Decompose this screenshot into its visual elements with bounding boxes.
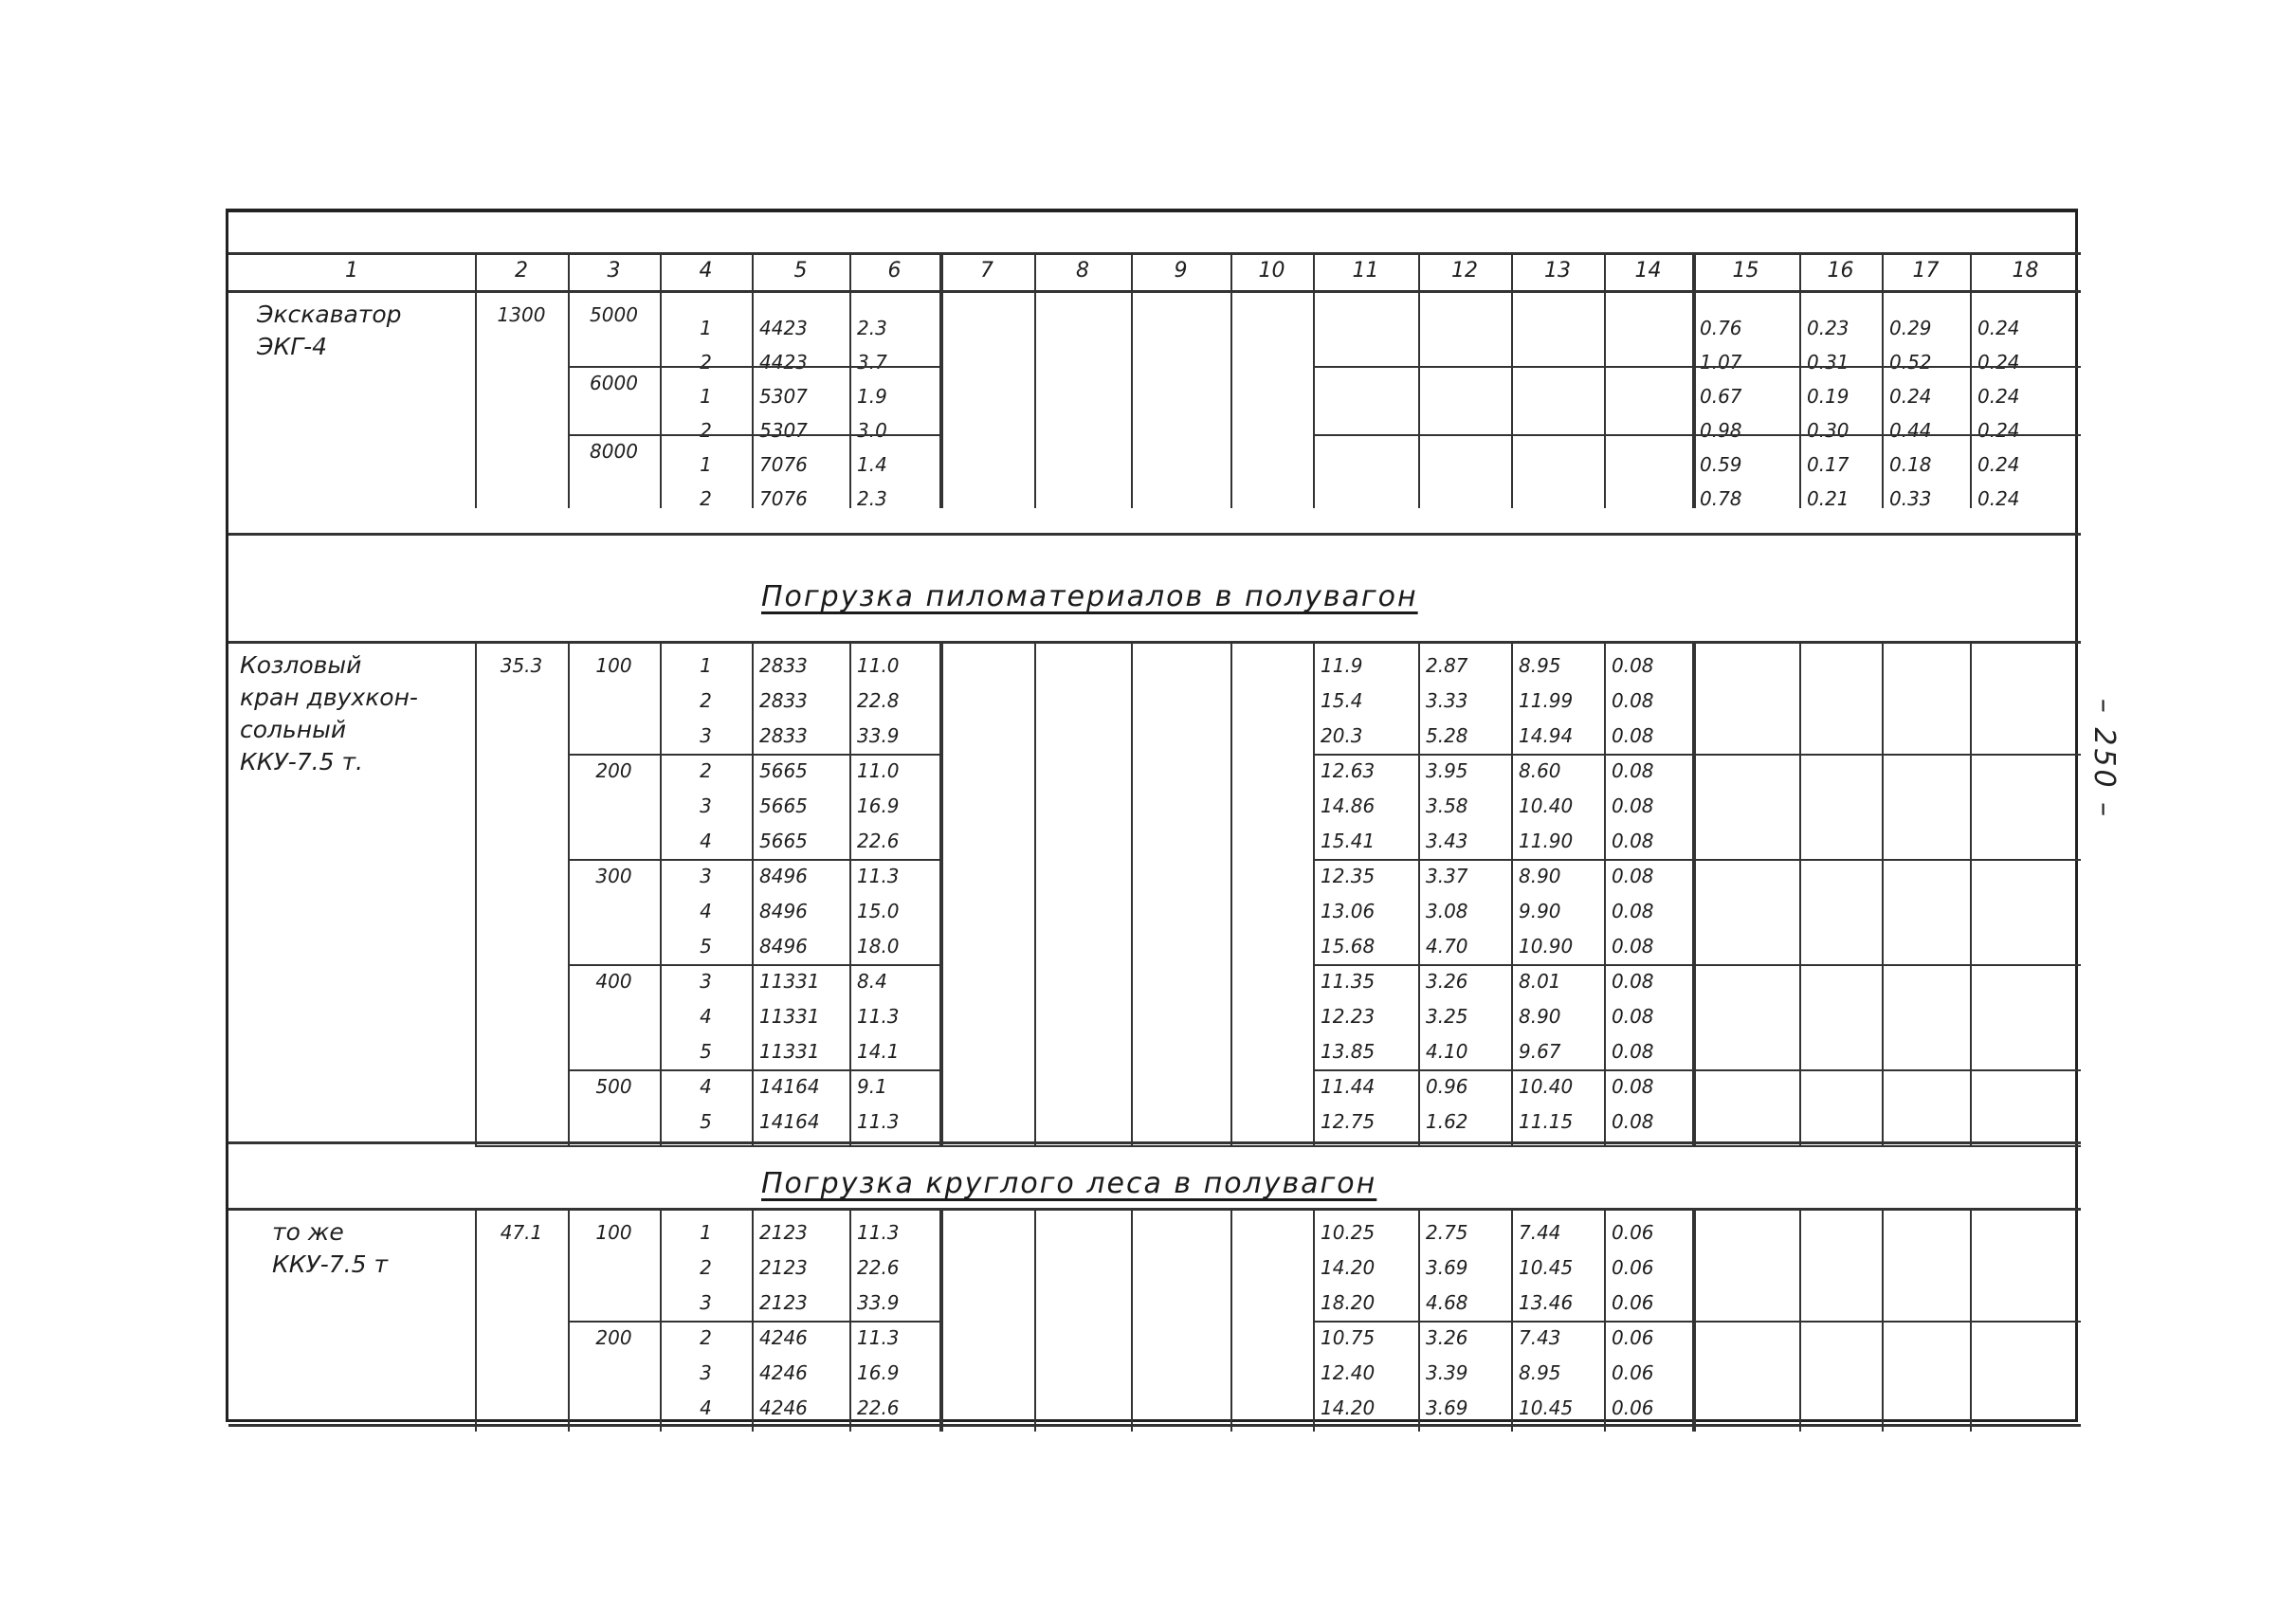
machine-name-line: Козловый (240, 651, 362, 679)
distance-value: 100 (595, 654, 632, 677)
cell-col-5: 5665 (759, 794, 808, 817)
cell-col-14: 0.08 (1612, 935, 1654, 958)
column-header-9: 9 (1174, 259, 1188, 283)
cell-col-5: 2123 (759, 1291, 808, 1314)
group-divider (568, 754, 939, 756)
distance-value: 5000 (590, 303, 638, 326)
cell-col-11: 11.35 (1321, 970, 1376, 993)
cell-col-13: 10.45 (1519, 1256, 1574, 1279)
cell-col-12: 3.58 (1426, 794, 1468, 817)
column-header-14: 14 (1634, 259, 1662, 283)
cell-col-4: 2 (700, 351, 712, 374)
cell-col-4: 1 (700, 317, 712, 339)
cell-col-15: 0.76 (1700, 317, 1742, 339)
distance-value: 100 (595, 1221, 632, 1244)
group-divider (1313, 859, 2081, 861)
cell-col-4: 2 (700, 487, 712, 510)
cell-col-6: 11.0 (857, 759, 900, 782)
cell-col-4: 2 (700, 419, 712, 442)
cell-col-4: 1 (700, 453, 712, 476)
cell-col-16: 0.21 (1807, 487, 1850, 510)
machine-name-line: ККУ-7.5 т. (240, 748, 363, 776)
cell-col-6: 8.4 (857, 970, 887, 993)
cell-col-11: 15.4 (1321, 689, 1363, 712)
col-divider (1692, 290, 1696, 508)
cell-col-13: 10.40 (1519, 1075, 1574, 1098)
cell-col-6: 16.9 (857, 1361, 900, 1384)
cell-col-15: 0.67 (1700, 385, 1742, 408)
col-divider (1511, 1208, 1513, 1432)
cell-col-5: 14164 (759, 1110, 820, 1133)
cell-col-5: 11331 (759, 1005, 820, 1028)
cell-col-12: 4.68 (1426, 1291, 1468, 1314)
group-divider (1313, 366, 2081, 368)
group-divider (568, 964, 939, 966)
cell-col-4: 4 (700, 900, 712, 922)
section-title: Погрузка пиломатериалов в полувагон (761, 580, 1418, 613)
col-divider (849, 290, 851, 508)
cell-col-14: 0.08 (1612, 794, 1654, 817)
cell-col-5: 5665 (759, 759, 808, 782)
cell-col-5: 7076 (759, 453, 808, 476)
cell-col-11: 15.68 (1321, 935, 1376, 958)
cell-col-6: 16.9 (857, 794, 900, 817)
cell-col-12: 4.10 (1426, 1040, 1468, 1063)
column-header-15: 15 (1732, 259, 1759, 283)
cell-col-15: 0.59 (1700, 453, 1742, 476)
column-header-16: 16 (1827, 259, 1854, 283)
section-bottom-rule (475, 1145, 2081, 1147)
cell-col-12: 3.26 (1426, 970, 1468, 993)
column-header-18: 18 (2012, 259, 2039, 283)
cell-col-13: 10.40 (1519, 794, 1574, 817)
cell-col-12: 3.43 (1426, 830, 1468, 852)
col-divider (1970, 1208, 1972, 1432)
cell-col-4: 4 (700, 830, 712, 852)
cell-col-12: 3.25 (1426, 1005, 1468, 1028)
machine-name-line: ККУ-7.5 т (272, 1250, 389, 1278)
cell-col-12: 0.96 (1426, 1075, 1468, 1098)
cell-col-4: 5 (700, 1040, 712, 1063)
column-header-5: 5 (793, 259, 808, 283)
col-divider (1418, 1208, 1420, 1432)
group-divider (568, 434, 939, 436)
cell-col-18: 0.24 (1977, 385, 2020, 408)
cell-col-11: 14.20 (1321, 1256, 1376, 1279)
cell-col-5: 4246 (759, 1361, 808, 1384)
section-divider (228, 641, 2081, 644)
col-divider (1230, 641, 1232, 1145)
cell-col-13: 9.67 (1519, 1040, 1561, 1063)
cell-col-4: 3 (700, 1361, 712, 1384)
cell-col-14: 0.08 (1612, 1075, 1654, 1098)
cell-col-12: 3.26 (1426, 1326, 1468, 1349)
distance-value: 8000 (590, 440, 638, 463)
cell-col-6: 33.9 (857, 724, 900, 747)
col-divider (1882, 1208, 1884, 1432)
cell-col-16: 0.31 (1807, 351, 1850, 374)
col-divider (475, 641, 477, 1145)
col-divider (1131, 1208, 1133, 1432)
col-divider (1604, 290, 1606, 508)
cell-col-5: 4423 (759, 317, 808, 339)
cell-col-13: 13.46 (1519, 1291, 1574, 1314)
machine-name-line: то же (272, 1218, 344, 1246)
col-divider (1034, 1208, 1036, 1432)
distance-value: 6000 (590, 372, 638, 394)
col-divider (939, 1208, 943, 1432)
cell-col-18: 0.24 (1977, 487, 2020, 510)
cell-col-14: 0.06 (1612, 1256, 1654, 1279)
cell-col-14: 0.06 (1612, 1326, 1654, 1349)
group-divider (1313, 754, 2081, 756)
cell-col-12: 2.75 (1426, 1221, 1468, 1244)
cell-col-6: 14.1 (857, 1040, 900, 1063)
cell-col-15: 0.78 (1700, 487, 1742, 510)
cell-col-4: 3 (700, 865, 712, 887)
cell-col-4: 2 (700, 689, 712, 712)
cell-col-13: 7.43 (1519, 1326, 1561, 1349)
cell-col-12: 3.37 (1426, 865, 1468, 887)
distance-value: 300 (595, 865, 632, 887)
cell-col-5: 2123 (759, 1221, 808, 1244)
distance-value: 200 (595, 759, 632, 782)
machine-name-line: сольный (240, 716, 347, 743)
cell-col-13: 8.95 (1519, 654, 1561, 677)
cell-col-13: 8.01 (1519, 970, 1561, 993)
cell-col-14: 0.08 (1612, 654, 1654, 677)
header-bottom-rule (228, 290, 2081, 293)
cell-col-12: 1.62 (1426, 1110, 1468, 1133)
cell-col-4: 4 (700, 1075, 712, 1098)
cell-col-14: 0.08 (1612, 1040, 1654, 1063)
cell-col-11: 15.41 (1321, 830, 1376, 852)
column-header-10: 10 (1258, 259, 1285, 283)
cell-col-11: 12.40 (1321, 1361, 1376, 1384)
col-divider (1313, 290, 1315, 508)
cell-col-6: 18.0 (857, 935, 900, 958)
cell-col-5: 7076 (759, 487, 808, 510)
column-header-8: 8 (1076, 259, 1089, 283)
cell-col-13: 10.90 (1519, 935, 1574, 958)
cell-col-11: 14.86 (1321, 794, 1376, 817)
cell-col-5: 2833 (759, 689, 808, 712)
col-divider (939, 290, 943, 508)
cell-col-14: 0.08 (1612, 689, 1654, 712)
cell-col-5: 8496 (759, 865, 808, 887)
cell-col-13: 7.44 (1519, 1221, 1561, 1244)
cell-col-5: 2123 (759, 1256, 808, 1279)
cell-col-5: 8496 (759, 935, 808, 958)
column-header-3: 3 (607, 259, 621, 283)
cell-col-17: 0.33 (1889, 487, 1932, 510)
cell-col-16: 0.19 (1807, 385, 1850, 408)
cell-col-14: 0.08 (1612, 865, 1654, 887)
cell-col-4: 2 (700, 1256, 712, 1279)
cell-col-11: 12.23 (1321, 1005, 1376, 1028)
cell-col-4: 1 (700, 385, 712, 408)
cell-col-17: 0.44 (1889, 419, 1932, 442)
cell-col-16: 0.17 (1807, 453, 1850, 476)
cell-col-14: 0.08 (1612, 759, 1654, 782)
cell-col-4: 3 (700, 794, 712, 817)
col-divider (1692, 1208, 1696, 1432)
group-divider (568, 1069, 939, 1071)
cell-col-16: 0.30 (1807, 419, 1850, 442)
cell-col-6: 2.3 (857, 317, 887, 339)
column-header-11: 11 (1352, 259, 1379, 283)
cell-col-6: 11.3 (857, 1221, 900, 1244)
cell-col-4: 4 (700, 1005, 712, 1028)
cell-col-11: 13.85 (1321, 1040, 1376, 1063)
cell-col-11: 12.63 (1321, 759, 1376, 782)
cell-col-13: 8.90 (1519, 1005, 1561, 1028)
cell-col-11: 14.20 (1321, 1396, 1376, 1419)
cell-col-12: 3.33 (1426, 689, 1468, 712)
cell-col-15: 1.07 (1700, 351, 1742, 374)
cell-col-6: 11.3 (857, 865, 900, 887)
cell-col-12: 3.69 (1426, 1256, 1468, 1279)
cell-col-5: 2833 (759, 654, 808, 677)
cell-col-14: 0.06 (1612, 1291, 1654, 1314)
cell-col-12: 3.95 (1426, 759, 1468, 782)
col-divider (475, 1208, 477, 1432)
machine-name-line: кран двухкон- (240, 684, 418, 711)
col-divider (1799, 290, 1801, 508)
cell-col-5: 14164 (759, 1075, 820, 1098)
cell-col-13: 11.15 (1519, 1110, 1574, 1133)
cell-col-13: 11.90 (1519, 830, 1574, 852)
cell-col-6: 3.7 (857, 351, 887, 374)
cell-col-6: 11.0 (857, 654, 900, 677)
col-divider (1511, 290, 1513, 508)
cell-col-11: 10.25 (1321, 1221, 1376, 1244)
cell-col-6: 22.6 (857, 1396, 900, 1419)
column-header-7: 7 (980, 259, 993, 283)
capacity-value: 1300 (497, 303, 546, 326)
cell-col-14: 0.08 (1612, 830, 1654, 852)
cell-col-4: 5 (700, 1110, 712, 1133)
col-divider (752, 1208, 754, 1432)
column-header-6: 6 (887, 259, 902, 283)
cell-col-18: 0.24 (1977, 419, 2020, 442)
cell-col-6: 11.3 (857, 1326, 900, 1349)
col-divider (1882, 290, 1884, 508)
machine-name-line: Экскаватор (257, 301, 402, 328)
col-divider (1604, 1208, 1606, 1432)
cell-col-4: 3 (700, 1291, 712, 1314)
group-divider (1313, 434, 2081, 436)
col-divider (1131, 290, 1133, 508)
cell-col-4: 3 (700, 724, 712, 747)
col-divider (1970, 290, 1972, 508)
cell-col-14: 0.08 (1612, 1110, 1654, 1133)
cell-col-11: 12.75 (1321, 1110, 1376, 1133)
cell-col-6: 22.6 (857, 830, 900, 852)
cell-col-6: 11.3 (857, 1110, 900, 1133)
cell-col-4: 4 (700, 1396, 712, 1419)
cell-col-11: 18.20 (1321, 1291, 1376, 1314)
col-divider (1230, 290, 1232, 508)
cell-col-6: 15.0 (857, 900, 900, 922)
group-divider (1313, 1321, 2081, 1323)
cell-col-11: 20.3 (1321, 724, 1363, 747)
cell-col-6: 11.3 (857, 1005, 900, 1028)
cell-col-14: 0.06 (1612, 1396, 1654, 1419)
cell-col-17: 0.24 (1889, 385, 1932, 408)
cell-col-13: 14.94 (1519, 724, 1574, 747)
col-divider (752, 290, 754, 508)
cell-col-11: 12.35 (1321, 865, 1376, 887)
column-header-2: 2 (515, 259, 528, 283)
group-divider (568, 366, 939, 368)
group-divider (1313, 964, 2081, 966)
cell-col-13: 10.45 (1519, 1396, 1574, 1419)
col-divider (1131, 641, 1133, 1145)
cell-col-5: 8496 (759, 900, 808, 922)
cell-col-14: 0.06 (1612, 1221, 1654, 1244)
cell-col-6: 22.6 (857, 1256, 900, 1279)
cell-col-5: 11331 (759, 1040, 820, 1063)
distance-value: 500 (595, 1075, 632, 1098)
section-divider (228, 1208, 2081, 1211)
cell-col-18: 0.24 (1977, 453, 2020, 476)
group-divider (568, 859, 939, 861)
cell-col-5: 5307 (759, 419, 808, 442)
cell-col-14: 0.08 (1612, 970, 1654, 993)
cell-col-5: 4423 (759, 351, 808, 374)
cell-col-13: 11.99 (1519, 689, 1574, 712)
col-divider (1313, 1208, 1315, 1432)
cell-col-5: 11331 (759, 970, 820, 993)
cell-col-17: 0.52 (1889, 351, 1932, 374)
col-divider (1034, 290, 1036, 508)
cell-col-6: 33.9 (857, 1291, 900, 1314)
cell-col-16: 0.23 (1807, 317, 1850, 339)
col-divider (475, 290, 477, 508)
cell-col-4: 5 (700, 935, 712, 958)
header-top-rule (228, 252, 2081, 255)
cell-col-13: 8.90 (1519, 865, 1561, 887)
cell-col-18: 0.24 (1977, 317, 2020, 339)
col-divider (1799, 1208, 1801, 1432)
cell-col-6: 1.9 (857, 385, 887, 408)
capacity-value: 35.3 (500, 654, 543, 677)
cell-col-12: 2.87 (1426, 654, 1468, 677)
cell-col-14: 0.08 (1612, 1005, 1654, 1028)
column-header-4: 4 (699, 259, 713, 283)
document-table (226, 209, 2078, 1422)
cell-col-18: 0.24 (1977, 351, 2020, 374)
cell-col-4: 3 (700, 970, 712, 993)
distance-value: 200 (595, 1326, 632, 1349)
cell-col-6: 9.1 (857, 1075, 887, 1098)
cell-col-14: 0.06 (1612, 1361, 1654, 1384)
capacity-value: 47.1 (500, 1221, 543, 1244)
cell-col-12: 3.08 (1426, 900, 1468, 922)
cell-col-12: 5.28 (1426, 724, 1468, 747)
section-divider (228, 533, 2081, 536)
cell-col-5: 4246 (759, 1396, 808, 1419)
cell-col-17: 0.29 (1889, 317, 1932, 339)
cell-col-4: 2 (700, 759, 712, 782)
cell-col-6: 2.3 (857, 487, 887, 510)
cell-col-6: 3.0 (857, 419, 887, 442)
col-divider (1034, 641, 1036, 1145)
cell-col-14: 0.08 (1612, 900, 1654, 922)
cell-col-4: 1 (700, 654, 712, 677)
page-number: – 250 – (2087, 698, 2122, 819)
col-divider (660, 1208, 662, 1432)
cell-col-5: 2833 (759, 724, 808, 747)
cell-col-12: 4.70 (1426, 935, 1468, 958)
cell-col-15: 0.98 (1700, 419, 1742, 442)
cell-col-6: 22.8 (857, 689, 900, 712)
cell-col-11: 13.06 (1321, 900, 1376, 922)
machine-name-line: ЭКГ-4 (257, 333, 328, 360)
col-divider (849, 1208, 851, 1432)
cell-col-12: 3.39 (1426, 1361, 1468, 1384)
col-divider (1418, 290, 1420, 508)
cell-col-11: 11.44 (1321, 1075, 1376, 1098)
cell-col-17: 0.18 (1889, 453, 1932, 476)
group-divider (1313, 1069, 2081, 1071)
table-bottom-rule (228, 1424, 2081, 1427)
cell-col-13: 8.95 (1519, 1361, 1561, 1384)
column-header-13: 13 (1544, 259, 1571, 283)
section-divider (228, 1141, 2081, 1144)
col-divider (660, 290, 662, 508)
cell-col-14: 0.08 (1612, 724, 1654, 747)
column-header-17: 17 (1912, 259, 1940, 283)
group-divider (568, 1321, 939, 1323)
cell-col-11: 10.75 (1321, 1326, 1376, 1349)
cell-col-6: 1.4 (857, 453, 887, 476)
col-divider (1230, 1208, 1232, 1432)
cell-col-4: 2 (700, 1326, 712, 1349)
col-divider (939, 641, 943, 1145)
cell-col-5: 5307 (759, 385, 808, 408)
cell-col-5: 5665 (759, 830, 808, 852)
cell-col-13: 8.60 (1519, 759, 1561, 782)
cell-col-11: 11.9 (1321, 654, 1363, 677)
cell-col-4: 1 (700, 1221, 712, 1244)
column-header-12: 12 (1451, 259, 1478, 283)
cell-col-12: 3.69 (1426, 1396, 1468, 1419)
section-title: Погрузка круглого леса в полувагон (761, 1167, 1377, 1200)
cell-col-13: 9.90 (1519, 900, 1561, 922)
cell-col-5: 4246 (759, 1326, 808, 1349)
column-header-1: 1 (345, 259, 358, 283)
distance-value: 400 (595, 970, 632, 993)
